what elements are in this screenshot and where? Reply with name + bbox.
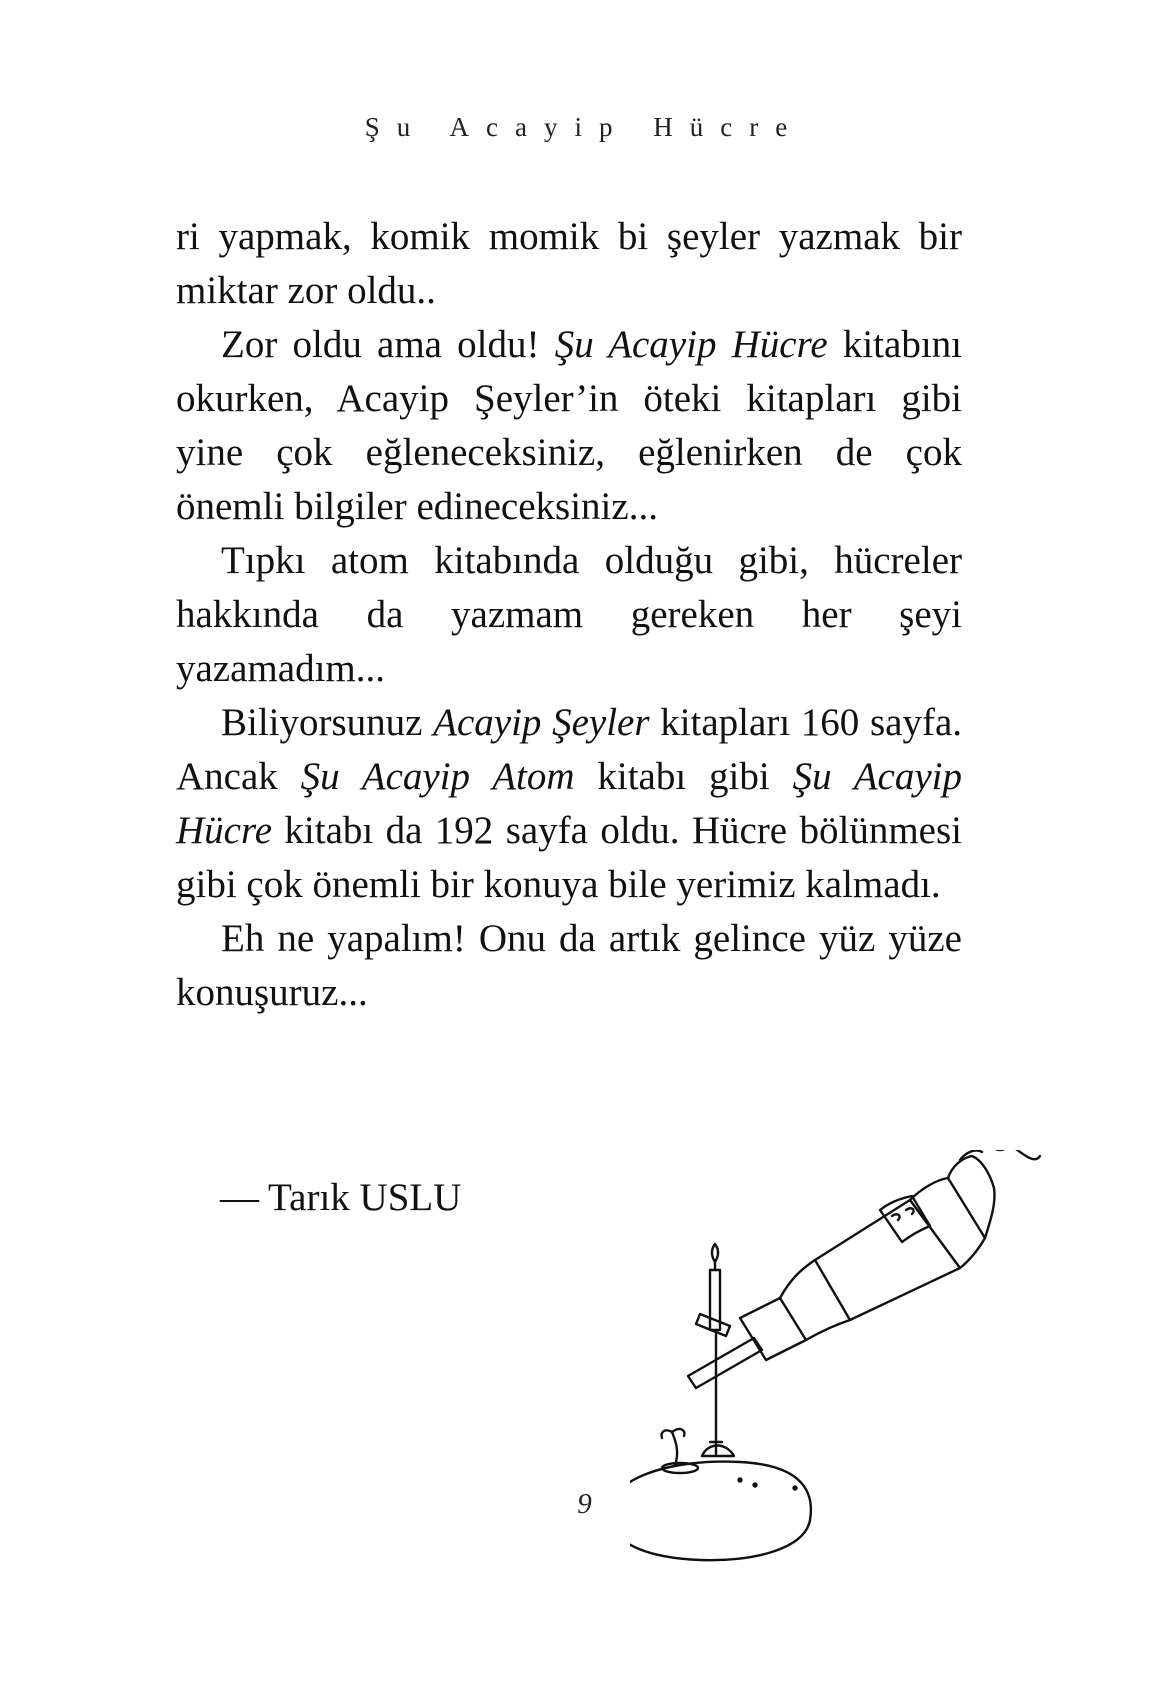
body-text <box>176 210 962 1020</box>
text-run: kitabı gibi <box>574 755 793 798</box>
paragraph <box>176 912 962 1020</box>
paragraph <box>176 534 962 696</box>
italic-title: Şu Acayip Hücre <box>176 755 962 852</box>
page-number: 9 <box>577 1488 592 1520</box>
paragraph <box>176 696 962 912</box>
paragraph <box>176 210 962 318</box>
text-run: kitabı da 192 sayfa oldu. Hücre bölünmesi gibi çok önemli bir konuya bile yerimiz kalmadı. <box>176 809 962 906</box>
text-run: Tıpkı atom kitabında olduğu gibi, hücreler hakkında da yazmam gereken her şeyi yazamadım... <box>176 539 962 690</box>
italic-title: Acayip Şeyler <box>433 701 650 744</box>
signature: — Tarık USLU <box>220 1176 462 1219</box>
paragraph <box>176 318 962 534</box>
text-run: ri yapmak, komik momik bi şeyler yazmak bir miktar zor oldu.. <box>176 215 962 312</box>
text-run: kitapları 160 sayfa. Ancak <box>176 701 962 798</box>
running-head: Şu Acayip Hücre <box>364 112 805 142</box>
text-run: Biliyorsunuz <box>221 701 434 744</box>
text-run: Zor oldu ama oldu! <box>221 323 555 366</box>
italic-title: Şu Acayip Atom <box>300 755 575 798</box>
text-run: kitabını okurken, Acayip Şeyler’in öteki kitapları gibi yine çok eğleneceksiniz, eğlenirken de çok önemli bilgiler edineceksiniz... <box>176 323 962 528</box>
italic-title: Şu Acayip Hücre <box>554 323 828 366</box>
text-run: Eh ne yapalım! Onu da artık gelince yüz yüze konuşuruz... <box>176 917 962 1014</box>
